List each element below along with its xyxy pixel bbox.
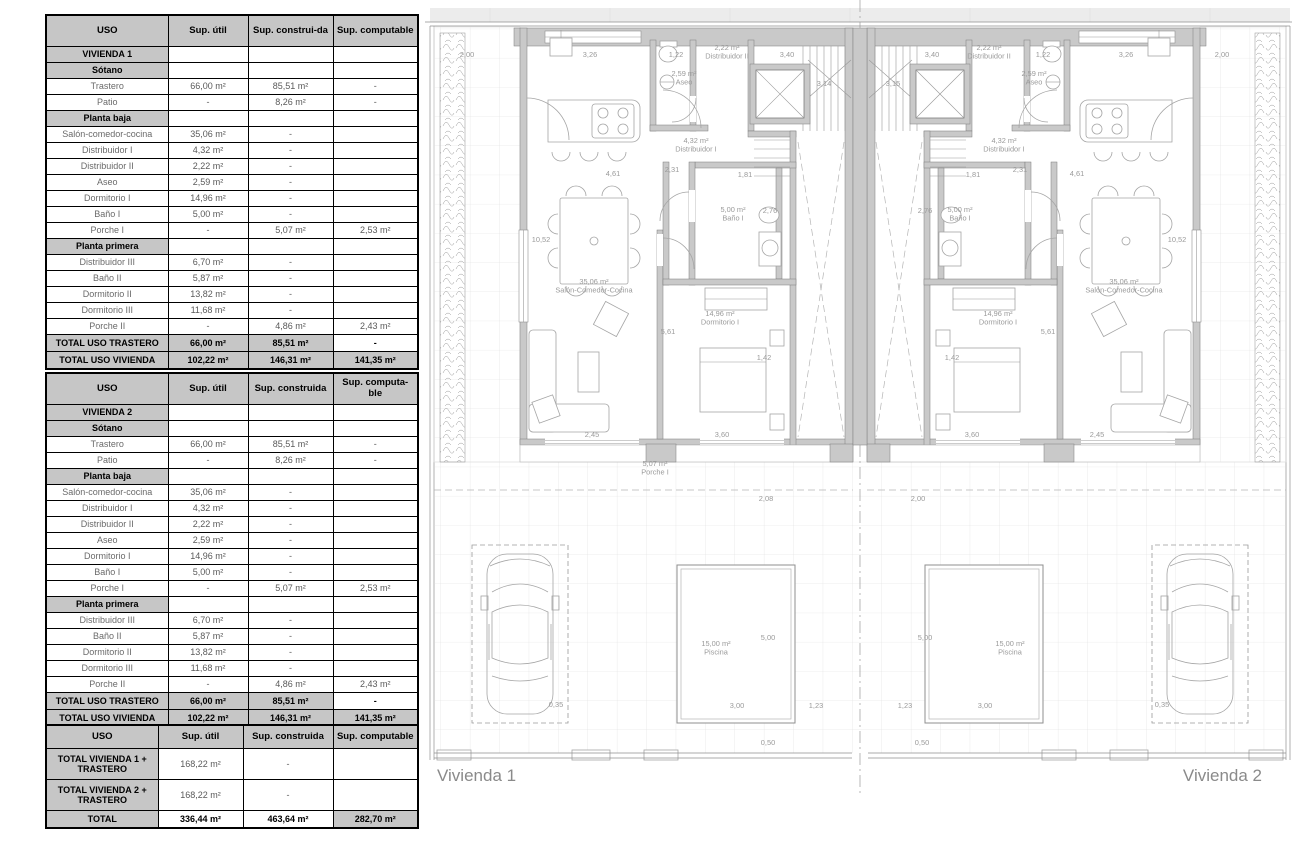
plan-label: 1,81: [965, 170, 981, 179]
table-row: [46, 352, 418, 370]
table-row: [46, 453, 418, 469]
caption-vivienda-2: Vivienda 2: [1182, 766, 1262, 785]
table-cell: 102,22 m²: [168, 710, 248, 728]
floor-plan-drawing: [425, 0, 1315, 805]
table-cell: -: [333, 335, 418, 352]
table-header-row: [46, 725, 418, 749]
table-cell: [168, 421, 248, 437]
plan-label: 1,23: [897, 701, 913, 710]
plan-label: 0,35: [548, 700, 564, 709]
plan-label: 5,61: [1040, 327, 1056, 336]
table-cell: 2,53 m²: [333, 581, 418, 597]
table-cell: Porche I: [46, 223, 168, 239]
table-cell: 4,86 m²: [248, 319, 333, 335]
plan-label: 3,40: [779, 50, 795, 59]
table-cell: 11,68 m²: [168, 303, 248, 319]
table-row: [46, 239, 418, 255]
plan-label: 1,42: [756, 353, 772, 362]
plan-label: 3,60: [714, 430, 730, 439]
table-cell: Aseo: [46, 175, 168, 191]
table-cell: 6,70 m²: [168, 613, 248, 629]
table-row: [46, 629, 418, 645]
table-cell: [333, 485, 418, 501]
table-row: [46, 287, 418, 303]
table-cell: [333, 421, 418, 437]
table-cell: [248, 597, 333, 613]
table-cell: 5,00 m²: [168, 565, 248, 581]
table-cell: TOTAL VIVIENDA 2 + TRASTERO: [46, 780, 158, 811]
plan-label: 1,42: [944, 353, 960, 362]
table-header-row: [46, 15, 418, 47]
table-cell: 6,70 m²: [168, 255, 248, 271]
plan-label: 2,00: [910, 494, 926, 503]
table-row: [46, 501, 418, 517]
table-cell: 5,87 m²: [168, 271, 248, 287]
table-cell: Porche II: [46, 319, 168, 335]
plan-label: 4,32 m² Distribuidor I: [983, 136, 1025, 154]
plan-label: 15,00 m² Piscina: [995, 639, 1025, 657]
table-cell: 85,51 m²: [248, 79, 333, 95]
column-header: Sup. útil: [158, 725, 243, 749]
table-cell: [333, 533, 418, 549]
table-cell: [333, 303, 418, 319]
plan-label: 2,00: [1214, 50, 1230, 59]
table-row: [46, 159, 418, 175]
table-cell: [333, 127, 418, 143]
plan-label: 3,15: [885, 79, 901, 88]
table-cell: 463,64 m²: [243, 811, 333, 829]
table-cell: [333, 749, 418, 780]
table-cell: Baño I: [46, 565, 168, 581]
plan-label: 2,31: [664, 165, 680, 174]
table-cell: Sótano: [46, 421, 168, 437]
plan-label: 2,76: [762, 206, 778, 215]
column-header: Sup. construi-da: [248, 15, 333, 47]
caption-vivienda-1: Vivienda 1: [437, 766, 517, 785]
table-cell: [333, 63, 418, 79]
table-row: [46, 271, 418, 287]
table-cell: 66,00 m²: [168, 335, 248, 352]
table-cell: TOTAL USO TRASTERO: [46, 693, 168, 710]
table-row: [46, 597, 418, 613]
table-cell: [333, 613, 418, 629]
table-cell: -: [168, 95, 248, 111]
table-cell: [248, 469, 333, 485]
table-row: [46, 127, 418, 143]
table-cell: 141,35 m²: [333, 352, 418, 370]
table-row: [46, 749, 418, 780]
table-cell: 13,82 m²: [168, 287, 248, 303]
table-cell: Dormitorio III: [46, 303, 168, 319]
table-row: [46, 693, 418, 710]
table-cell: TOTAL USO VIVIENDA: [46, 352, 168, 370]
plan-label: 4,61: [1069, 169, 1085, 178]
table-cell: Planta primera: [46, 239, 168, 255]
table-cell: 5,07 m²: [248, 581, 333, 597]
table-cell: -: [248, 159, 333, 175]
plan-label: 2,22 m² Distribuidor II: [705, 43, 749, 61]
plan-label: 2,59 m² Aseo: [1021, 69, 1047, 87]
table-row: [46, 517, 418, 533]
table-cell: [333, 143, 418, 159]
table-cell: [333, 780, 418, 811]
table-row: [46, 469, 418, 485]
table-cell: Distribuidor III: [46, 613, 168, 629]
table-cell: -: [248, 613, 333, 629]
table-cell: [168, 239, 248, 255]
plan-label: 5,00: [760, 633, 776, 642]
table-cell: 2,53 m²: [333, 223, 418, 239]
table-cell: -: [248, 143, 333, 159]
table-cell: Salón-comedor-cocina: [46, 127, 168, 143]
table-cell: [333, 159, 418, 175]
column-header: Sup. útil: [168, 373, 248, 405]
plan-label: 2,08: [758, 494, 774, 503]
plan-label: 1,22: [1035, 50, 1051, 59]
table-cell: -: [248, 271, 333, 287]
table-cell: [333, 255, 418, 271]
table-cell: [168, 597, 248, 613]
table-cell: Sótano: [46, 63, 168, 79]
plan-label: 5,00: [917, 633, 933, 642]
table-cell: Dormitorio II: [46, 645, 168, 661]
table-row: [46, 811, 418, 829]
plan-label: 15,00 m² Piscina: [701, 639, 731, 657]
plan-label: 2,59 m² Aseo: [671, 69, 697, 87]
column-header: USO: [46, 725, 158, 749]
plan-label: 2,45: [1089, 430, 1105, 439]
plan-label: 10,52: [1167, 235, 1187, 244]
table-cell: [333, 597, 418, 613]
table-row: [46, 79, 418, 95]
table-cell: -: [248, 565, 333, 581]
table-row: [46, 207, 418, 223]
column-header: Sup. computa-ble: [333, 373, 418, 405]
table-row: [46, 47, 418, 63]
table-cell: Patio: [46, 95, 168, 111]
plan-label: 5,00 m² Baño I: [720, 205, 746, 223]
table-cell: TOTAL USO VIVIENDA: [46, 710, 168, 728]
table-cell: Distribuidor III: [46, 255, 168, 271]
table-cell: 4,86 m²: [248, 677, 333, 693]
table-row: [46, 63, 418, 79]
plan-label: 5,00 m² Baño I: [947, 205, 973, 223]
surface-table-vivienda-1: [45, 14, 419, 370]
table-row: [46, 143, 418, 159]
table-row: [46, 565, 418, 581]
table-cell: 282,70 m²: [333, 811, 418, 829]
table-row: [46, 255, 418, 271]
table-cell: 4,32 m²: [168, 501, 248, 517]
plan-label: 14,96 m² Dormitorio I: [700, 309, 740, 327]
table-cell: -: [248, 485, 333, 501]
table-cell: [333, 517, 418, 533]
table-cell: 146,31 m²: [248, 352, 333, 370]
table-cell: Distribuidor II: [46, 159, 168, 175]
table-cell: 5,07 m²: [248, 223, 333, 239]
table-cell: -: [333, 95, 418, 111]
table-cell: [248, 421, 333, 437]
table-cell: 2,59 m²: [168, 175, 248, 191]
table-cell: -: [248, 127, 333, 143]
table-row: [46, 223, 418, 239]
table-cell: -: [168, 319, 248, 335]
column-header: Sup. construida: [243, 725, 333, 749]
plan-label: 3,14: [816, 79, 832, 88]
table-cell: -: [248, 191, 333, 207]
table-cell: -: [248, 501, 333, 517]
table-cell: TOTAL VIVIENDA 1 + TRASTERO: [46, 749, 158, 780]
table-cell: [248, 405, 333, 421]
table-row: [46, 533, 418, 549]
table-row: [46, 405, 418, 421]
table-cell: [248, 111, 333, 127]
table-cell: -: [248, 255, 333, 271]
table-cell: [333, 191, 418, 207]
plan-label: 0,50: [914, 738, 930, 747]
plan-label: 2,22 m² Distribuidor II: [967, 43, 1011, 61]
column-header: Sup. construida: [248, 373, 333, 405]
table-cell: 66,00 m²: [168, 693, 248, 710]
plan-label: 4,61: [605, 169, 621, 178]
table-cell: 102,22 m²: [168, 352, 248, 370]
table-row: [46, 303, 418, 319]
table-cell: 146,31 m²: [248, 710, 333, 728]
table-cell: 4,32 m²: [168, 143, 248, 159]
table-cell: Trastero: [46, 79, 168, 95]
table-cell: Porche I: [46, 581, 168, 597]
table-cell: 2,22 m²: [168, 159, 248, 175]
table-cell: Dormitorio II: [46, 287, 168, 303]
table-cell: -: [168, 581, 248, 597]
plan-label: 3,26: [1118, 50, 1134, 59]
plan-label: 2,00: [459, 50, 475, 59]
table-cell: [333, 271, 418, 287]
table-row: [46, 335, 418, 352]
table-cell: [248, 47, 333, 63]
table-cell: 5,87 m²: [168, 629, 248, 645]
table-cell: [168, 47, 248, 63]
table-cell: 5,00 m²: [168, 207, 248, 223]
table-row: [46, 661, 418, 677]
table-cell: 14,96 m²: [168, 191, 248, 207]
table-row: [46, 111, 418, 127]
table-cell: 66,00 m²: [168, 437, 248, 453]
table-cell: [168, 469, 248, 485]
column-header: USO: [46, 373, 168, 405]
table-cell: [248, 239, 333, 255]
table-cell: TOTAL: [46, 811, 158, 829]
table-cell: Planta baja: [46, 469, 168, 485]
table-header-row: [46, 373, 418, 405]
table-cell: -: [248, 207, 333, 223]
table-cell: -: [248, 661, 333, 677]
plan-label: 0,35: [1154, 700, 1170, 709]
table-row: [46, 437, 418, 453]
plan-label: 10,52: [531, 235, 551, 244]
plan-label: 14,96 m² Dormitorio I: [978, 309, 1018, 327]
table-cell: [248, 63, 333, 79]
table-row: [46, 485, 418, 501]
table-cell: 2,43 m²: [333, 677, 418, 693]
table-cell: -: [248, 533, 333, 549]
plan-label: 3,00: [729, 701, 745, 710]
table-cell: -: [243, 749, 333, 780]
table-cell: Distribuidor I: [46, 143, 168, 159]
plan-label: 0,50: [760, 738, 776, 747]
table-cell: Baño II: [46, 271, 168, 287]
table-cell: -: [168, 223, 248, 239]
table-cell: 8,26 m²: [248, 95, 333, 111]
plan-label: 3,60: [964, 430, 980, 439]
column-header: USO: [46, 15, 168, 47]
table-row: [46, 581, 418, 597]
table-cell: -: [248, 517, 333, 533]
table-cell: 66,00 m²: [168, 79, 248, 95]
table-cell: 2,43 m²: [333, 319, 418, 335]
table-cell: Baño I: [46, 207, 168, 223]
table-cell: [333, 501, 418, 517]
table-cell: -: [248, 287, 333, 303]
table-cell: 11,68 m²: [168, 661, 248, 677]
table-row: [46, 175, 418, 191]
table-cell: 14,96 m²: [168, 549, 248, 565]
table-cell: [333, 239, 418, 255]
table-cell: 168,22 m²: [158, 780, 243, 811]
table-row: [46, 677, 418, 693]
table-cell: -: [248, 303, 333, 319]
table-cell: 2,22 m²: [168, 517, 248, 533]
plan-label: 2,31: [1012, 165, 1028, 174]
table-cell: -: [168, 677, 248, 693]
table-cell: 168,22 m²: [158, 749, 243, 780]
table-cell: 35,06 m²: [168, 485, 248, 501]
table-row: [46, 645, 418, 661]
table-cell: -: [248, 175, 333, 191]
table-cell: Porche II: [46, 677, 168, 693]
column-header: Sup. computable: [333, 725, 418, 749]
table-cell: Distribuidor II: [46, 517, 168, 533]
table-cell: [333, 549, 418, 565]
table-row: [46, 95, 418, 111]
table-cell: 85,51 m²: [248, 693, 333, 710]
table-cell: 85,51 m²: [248, 437, 333, 453]
table-cell: [168, 63, 248, 79]
table-cell: Aseo: [46, 533, 168, 549]
table-cell: TOTAL USO TRASTERO: [46, 335, 168, 352]
table-cell: -: [248, 549, 333, 565]
table-cell: [333, 175, 418, 191]
table-row: [46, 319, 418, 335]
table-cell: 336,44 m²: [158, 811, 243, 829]
table-cell: -: [333, 79, 418, 95]
table-cell: -: [333, 453, 418, 469]
table-cell: -: [248, 645, 333, 661]
plan-label: 4,32 m² Distribuidor I: [675, 136, 717, 154]
table-cell: 85,51 m²: [248, 335, 333, 352]
table-cell: -: [333, 693, 418, 710]
table-cell: [333, 565, 418, 581]
table-cell: [333, 661, 418, 677]
table-row: [46, 549, 418, 565]
surface-table-totals: [45, 724, 419, 829]
table-cell: [168, 111, 248, 127]
plan-label: 2,45: [584, 430, 600, 439]
plan-label: 5,07 m² Porche I: [641, 459, 669, 477]
table-cell: Trastero: [46, 437, 168, 453]
table-cell: -: [243, 780, 333, 811]
plan-label: 35,06 m² Salón-Comedor-Cocina: [1085, 277, 1163, 295]
table-cell: Patio: [46, 453, 168, 469]
table-cell: -: [248, 629, 333, 645]
table-cell: [168, 405, 248, 421]
plan-label: 1,22: [668, 50, 684, 59]
table-cell: [333, 645, 418, 661]
table-cell: [333, 287, 418, 303]
table-cell: VIVIENDA 2: [46, 405, 168, 421]
table-row: [46, 421, 418, 437]
table-cell: [333, 111, 418, 127]
table-cell: [333, 207, 418, 223]
plan-label: 2,76: [917, 206, 933, 215]
table-cell: [333, 47, 418, 63]
column-header: Sup. computable: [333, 15, 418, 47]
plan-label: 35,06 m² Salón-Comedor-Cocina: [555, 277, 633, 295]
plan-label: 3,26: [582, 50, 598, 59]
table-cell: Dormitorio I: [46, 191, 168, 207]
table-row: [46, 191, 418, 207]
table-cell: [333, 405, 418, 421]
table-row: [46, 613, 418, 629]
table-cell: -: [168, 453, 248, 469]
plan-label: 1,23: [808, 701, 824, 710]
table-cell: Baño II: [46, 629, 168, 645]
plan-label: 1,81: [737, 170, 753, 179]
table-cell: 8,26 m²: [248, 453, 333, 469]
table-cell: Planta baja: [46, 111, 168, 127]
table-cell: Dormitorio III: [46, 661, 168, 677]
table-cell: Distribuidor I: [46, 501, 168, 517]
table-cell: [333, 629, 418, 645]
table-cell: 35,06 m²: [168, 127, 248, 143]
surface-table-vivienda-2: [45, 372, 419, 728]
table-cell: Planta primera: [46, 597, 168, 613]
table-row: [46, 780, 418, 811]
table-cell: Dormitorio I: [46, 549, 168, 565]
table-cell: 141,35 m²: [333, 710, 418, 728]
column-header: Sup. útil: [168, 15, 248, 47]
plan-label: 3,40: [924, 50, 940, 59]
table-cell: Salón-comedor-cocina: [46, 485, 168, 501]
table-cell: 13,82 m²: [168, 645, 248, 661]
plan-label: 5,61: [660, 327, 676, 336]
table-cell: -: [333, 437, 418, 453]
table-cell: 2,59 m²: [168, 533, 248, 549]
plan-label: 3,00: [977, 701, 993, 710]
table-cell: [333, 469, 418, 485]
table-cell: VIVIENDA 1: [46, 47, 168, 63]
